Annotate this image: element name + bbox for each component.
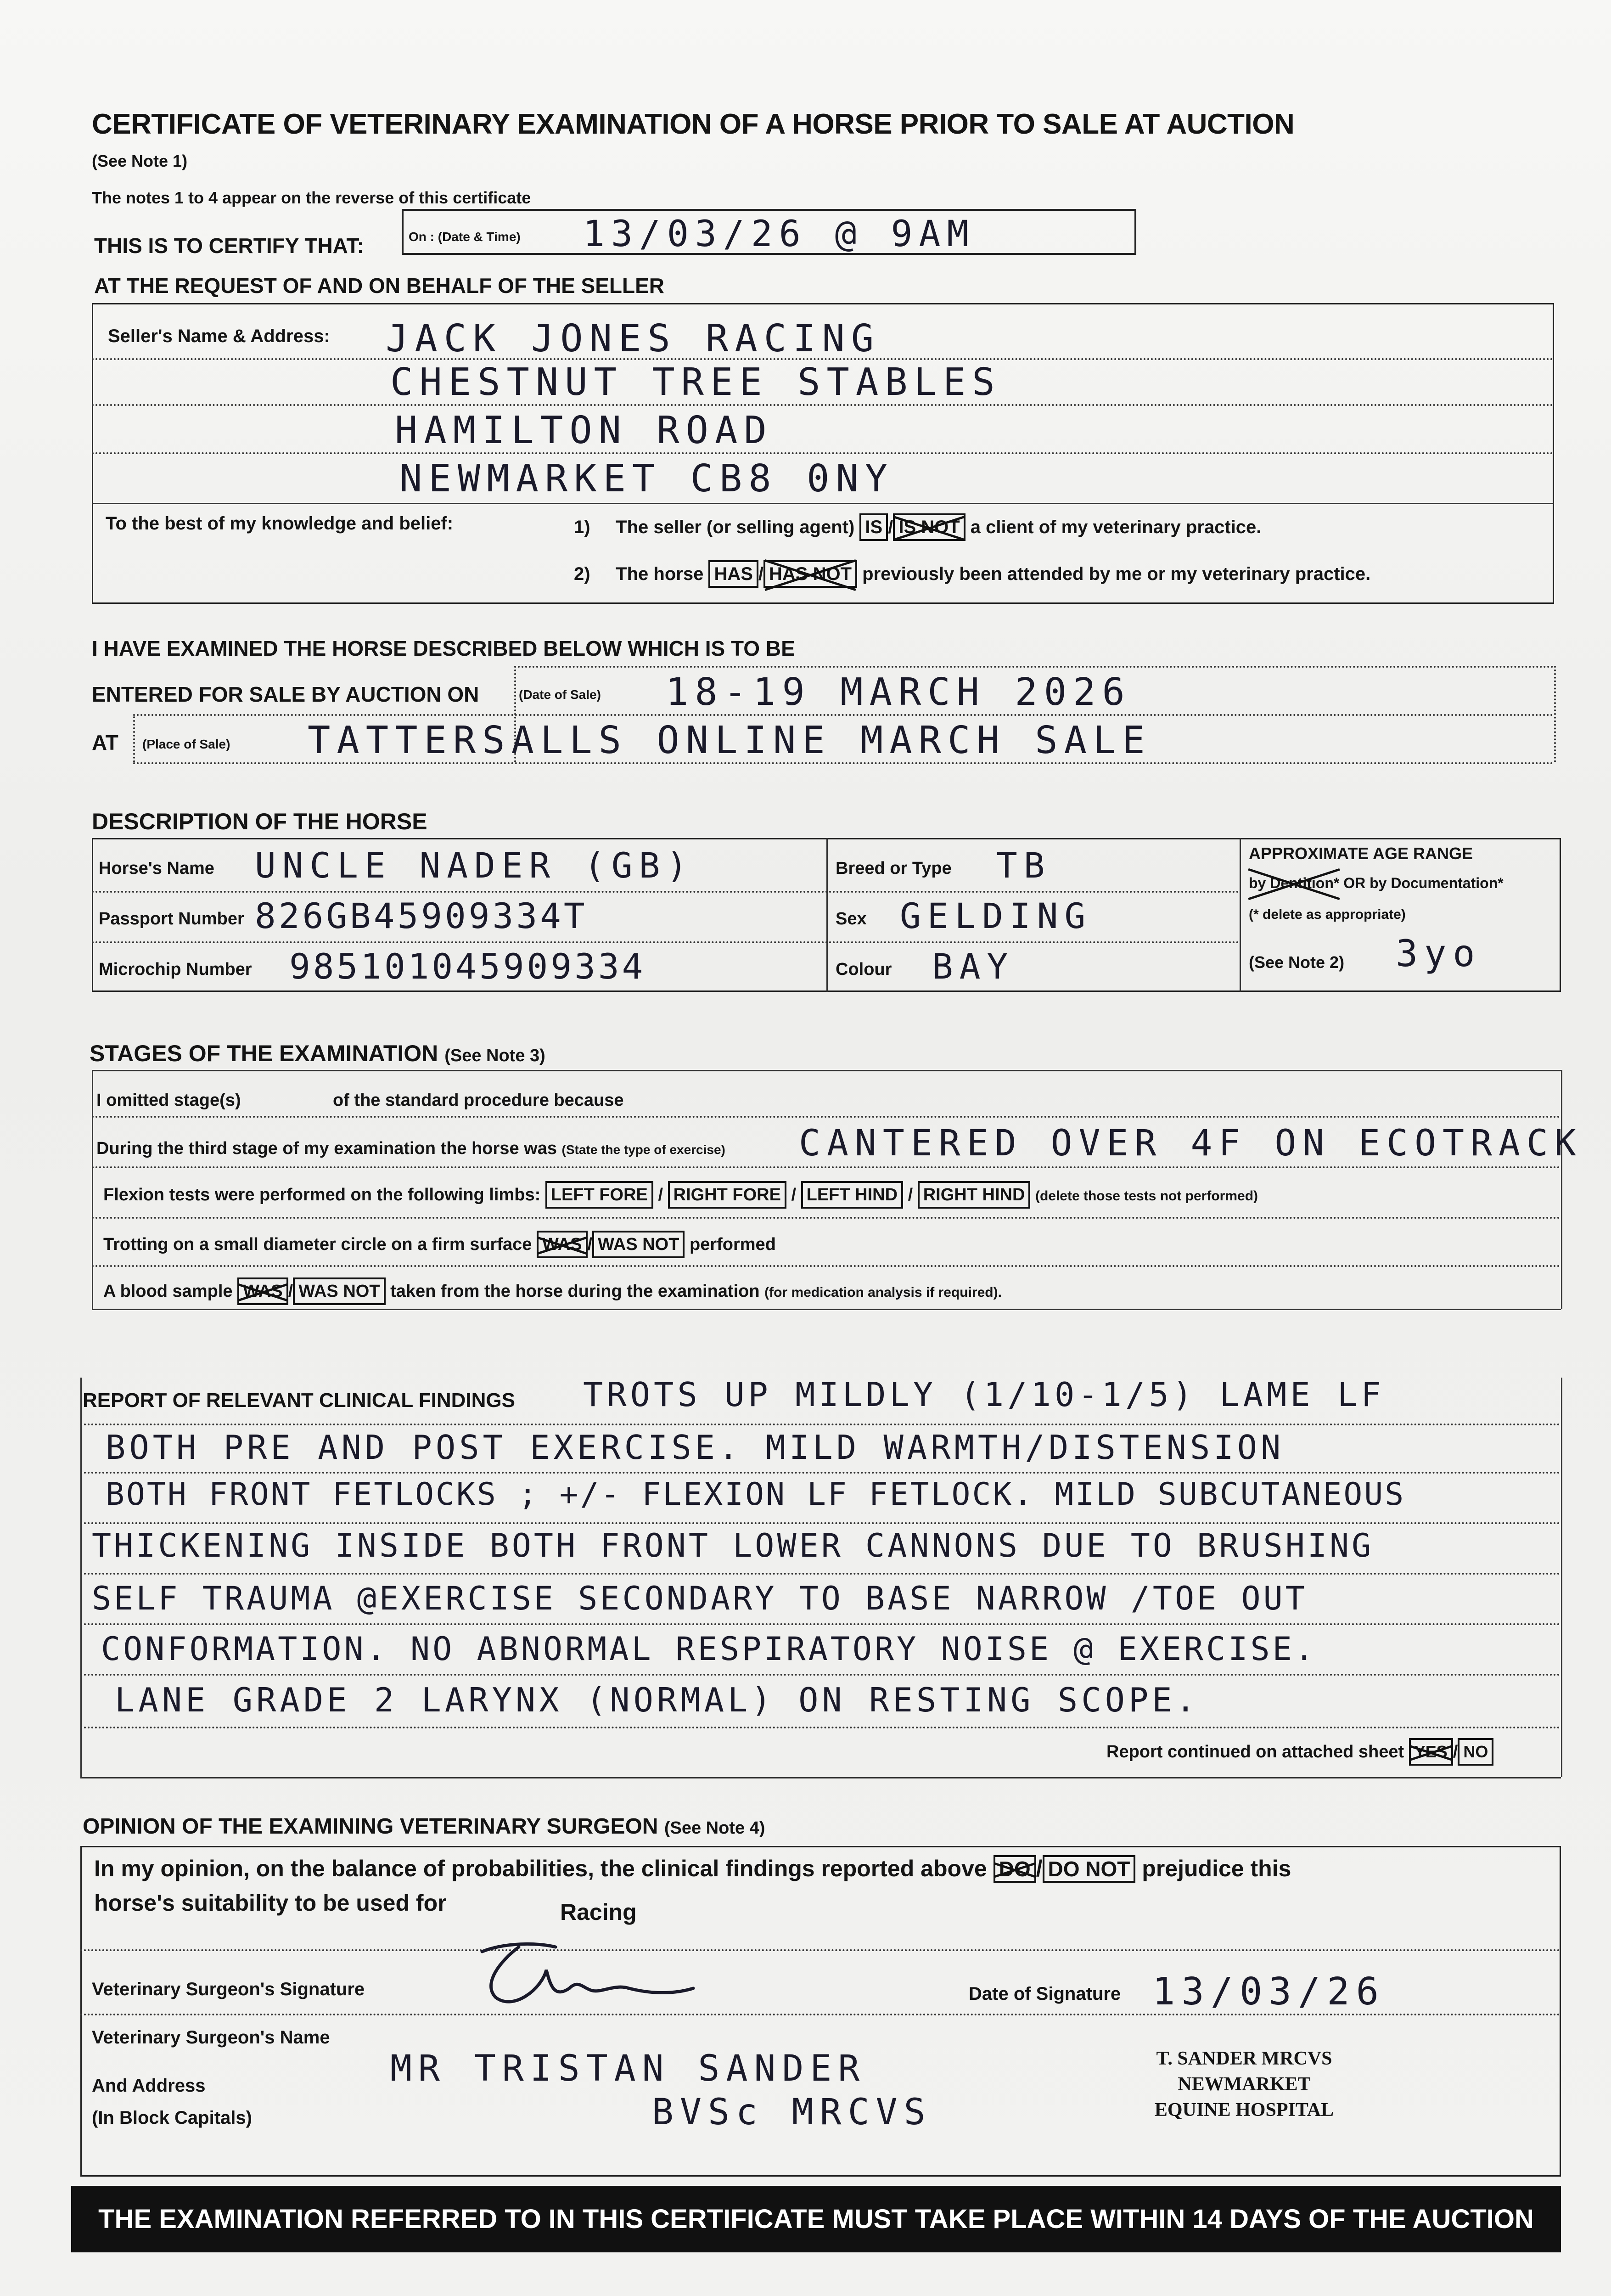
opinion-title: OPINION OF THE EXAMINING VETERINARY SURGEON xyxy=(83,1814,658,1839)
stages-rule xyxy=(92,1309,1561,1310)
report-label: REPORT OF RELEVANT CLINICAL FINDINGS xyxy=(83,1389,515,1412)
age-value: 3yo xyxy=(1396,932,1482,975)
stamp-line-2: NEWMARKET xyxy=(1178,2074,1311,2095)
stages-rule xyxy=(92,1070,1561,1071)
blood-note: (for medication analysis if required). xyxy=(764,1285,1002,1300)
blood-opt-was-not[interactable]: WAS NOT xyxy=(293,1277,385,1305)
age-by-dentition[interactable]: by Dentition* xyxy=(1249,875,1340,891)
sale-rule xyxy=(514,666,1554,668)
stages-border xyxy=(92,1070,93,1309)
omitted-reason: of the standard procedure because xyxy=(333,1091,624,1110)
third-stage-row xyxy=(96,1139,725,1159)
vet-name-label: Veterinary Surgeon's Name xyxy=(92,2027,330,2048)
report-rule xyxy=(80,1623,1561,1625)
blood-label: A blood sample xyxy=(103,1282,233,1301)
report-rule xyxy=(80,1674,1561,1676)
seller-label: Seller's Name & Address: xyxy=(108,326,330,346)
horse-divider xyxy=(1240,838,1241,992)
sale-rule xyxy=(133,714,1554,716)
flexion-label: Flexion tests were performed on the following limbs: xyxy=(103,1185,541,1204)
trot-post: performed xyxy=(689,1235,776,1254)
microchip-value: 985101045909334 xyxy=(289,946,646,987)
item2-post: previously been attended by me or my veterinary practice. xyxy=(862,564,1371,584)
notes-line: The notes 1 to 4 appear on the reverse of this certificate xyxy=(92,188,531,207)
block-caps-label: (In Block Capitals) xyxy=(92,2108,252,2128)
report-line-7: LANE GRADE 2 LARYNX (NORMAL) ON RESTING SCOPE. xyxy=(115,1681,1199,1719)
blood-sep: / xyxy=(288,1282,293,1301)
horse-section-title: DESCRIPTION OF THE HORSE xyxy=(92,809,427,834)
on-date-label: On : (Date & Time) xyxy=(409,230,521,244)
sale-rule xyxy=(133,762,1554,764)
colour-label: Colour xyxy=(836,960,892,979)
date-signature-value: 13/03/26 xyxy=(1152,1970,1385,2014)
report-line-3: BOTH FRONT FETLOCKS ; +/- FLEXION LF FETLOCK. MILD SUBCUTANEOUS xyxy=(106,1476,1406,1513)
date-signature-label: Date of Signature xyxy=(969,1984,1121,2004)
report-continued-label: Report continued on attached sheet xyxy=(1106,1742,1404,1761)
item1-sep: / xyxy=(888,517,893,537)
trot-label: Trotting on a small diameter circle on a firm surface xyxy=(103,1235,532,1254)
third-stage-value: CANTERED OVER 4F ON ECOTRACK xyxy=(799,1123,1583,1164)
horse-name-value: UNCLE NADER (GB) xyxy=(255,845,694,886)
date-of-sale-value: 18-19 MARCH 2026 xyxy=(666,670,1131,714)
seller-rule xyxy=(92,358,1554,360)
opinion-text-post: prejudice this xyxy=(1142,1856,1291,1881)
page-title: CERTIFICATE OF VETERINARY EXAMINATION OF A HORSE PRIOR TO SALE AT AUCTION xyxy=(92,108,1295,140)
stages-note: (See Note 3) xyxy=(444,1046,545,1065)
continued-opt-no[interactable]: NO xyxy=(1458,1738,1493,1766)
on-date-value: 13/03/26 @ 9AM xyxy=(583,214,975,255)
age-by-documentation[interactable]: by Documentation* xyxy=(1370,875,1504,891)
opinion-opt-do-not[interactable]: DO NOT xyxy=(1043,1855,1136,1883)
horse-name-label: Horse's Name xyxy=(99,859,214,878)
breed-label: Breed or Type xyxy=(836,859,952,878)
third-stage-label: During the third stage of my examination the horse was xyxy=(96,1139,557,1158)
sale-divider xyxy=(133,716,135,762)
stages-section-title xyxy=(90,1040,545,1067)
report-rule xyxy=(80,1573,1561,1575)
report-line-1: TROTS UP MILDLY (1/10-1/5) LAME LF xyxy=(583,1375,1385,1414)
stamp-line-3: EQUINE HOSPITAL xyxy=(1154,2099,1334,2121)
item2-sep: / xyxy=(758,564,764,584)
blood-row xyxy=(103,1277,1002,1305)
report-rule xyxy=(80,1727,1561,1728)
item2-pre: The horse xyxy=(616,564,704,584)
stamp-line-1: T. SANDER MRCVS xyxy=(1156,2048,1332,2069)
flexion-left-fore[interactable]: LEFT FORE xyxy=(545,1181,653,1209)
at-label: AT xyxy=(92,731,118,754)
opinion-rule xyxy=(80,2014,1561,2015)
horse-rule xyxy=(92,891,1240,893)
footer-notice: THE EXAMINATION REFERRED TO IN THIS CERTIFICATE MUST TAKE PLACE WITHIN 14 DAYS OF THE AUCTION xyxy=(71,2186,1561,2252)
opinion-use-value: Racing xyxy=(560,1899,637,1925)
horse-rule xyxy=(92,941,1240,943)
item1-opt-is[interactable]: IS xyxy=(859,513,888,541)
opinion-sep: / xyxy=(1036,1856,1043,1881)
report-line-2: BOTH PRE AND POST EXERCISE. MILD WARMTH/DISTENSION xyxy=(106,1428,1285,1467)
opinion-opt-do[interactable]: DO xyxy=(994,1855,1036,1883)
flexion-sep: / xyxy=(658,1185,663,1204)
blood-opt-was[interactable]: WAS xyxy=(237,1277,288,1305)
third-stage-note: (State the type of exercise) xyxy=(561,1142,725,1157)
item1-opt-is-not[interactable]: IS NOT xyxy=(893,513,965,541)
seller-rule xyxy=(92,503,1554,504)
place-of-sale-value: TATTERSALLS ONLINE MARCH SALE xyxy=(308,719,1151,762)
item1-num: 1) xyxy=(574,517,590,537)
vet-name-value: MR TRISTAN SANDER xyxy=(390,2048,866,2089)
vet-qualifications-value: BVSc MRCVS xyxy=(652,2092,932,2133)
report-rule xyxy=(80,1777,1561,1778)
age-method xyxy=(1249,875,1504,892)
signature-image xyxy=(464,1933,702,2016)
practice-stamp xyxy=(1125,2046,1364,2123)
continued-sep: / xyxy=(1453,1742,1458,1761)
seller-line-2: CHESTNUT TREE STABLES xyxy=(390,360,1001,404)
flexion-right-hind[interactable]: RIGHT HIND xyxy=(918,1181,1031,1209)
passport-label: Passport Number xyxy=(99,909,244,929)
report-border xyxy=(80,1378,82,1777)
report-rule xyxy=(80,1522,1561,1524)
item2-opt-has[interactable]: HAS xyxy=(708,560,758,588)
flexion-note: (delete those tests not performed) xyxy=(1035,1188,1258,1204)
seller-rule xyxy=(92,452,1554,454)
sex-value: GELDING xyxy=(900,895,1092,936)
flexion-left-hind[interactable]: LEFT HIND xyxy=(801,1181,903,1209)
stages-rule xyxy=(92,1217,1561,1219)
opinion-rule xyxy=(80,1949,1561,1951)
stages-title: STAGES OF THE EXAMINATION xyxy=(90,1041,438,1066)
report-rule xyxy=(80,1424,1561,1425)
seller-line-3: HAMILTON ROAD xyxy=(395,409,773,452)
item2-opt-has-not[interactable]: HAS NOT xyxy=(763,560,857,588)
item1-post: a client of my veterinary practice. xyxy=(970,517,1262,537)
report-line-4: THICKENING INSIDE BOTH FRONT LOWER CANNONS DUE TO BRUSHING xyxy=(92,1527,1374,1564)
date-of-sale-label: (Date of Sale) xyxy=(519,687,601,702)
place-of-sale-label: (Place of Sale) xyxy=(142,737,230,751)
seller-line-4: NEWMARKET CB8 0NY xyxy=(399,457,894,501)
stages-rule xyxy=(92,1166,1561,1168)
opinion-section-title xyxy=(83,1814,765,1839)
trot-row xyxy=(103,1231,776,1258)
opinion-line2: horse's suitability to be used for xyxy=(94,1890,447,1916)
examined-label: I HAVE EXAMINED THE HORSE DESCRIBED BELOW WHICH IS TO BE xyxy=(92,636,795,660)
entered-label: ENTERED FOR SALE BY AUCTION ON xyxy=(92,682,479,706)
report-rule xyxy=(80,1472,1561,1474)
seller-rule xyxy=(92,404,1554,406)
trot-sep: / xyxy=(587,1235,593,1254)
report-line-6: CONFORMATION. NO ABNORMAL RESPIRATORY NOISE @ EXERCISE. xyxy=(101,1630,1317,1668)
stages-rule xyxy=(92,1116,1561,1118)
item2-num: 2) xyxy=(574,564,590,584)
stages-border xyxy=(1561,1070,1562,1309)
age-delete-note: (* delete as appropriate) xyxy=(1249,907,1406,922)
sale-divider xyxy=(1554,666,1556,762)
report-border xyxy=(1561,1378,1562,1777)
seller-item2 xyxy=(574,560,1370,588)
age-or: OR xyxy=(1343,875,1366,891)
opinion-statement xyxy=(94,1855,1291,1883)
age-title: APPROXIMATE AGE RANGE xyxy=(1249,844,1473,863)
report-line-5: SELF TRAUMA @EXERCISE SECONDARY TO BASE NARROW /TOE OUT xyxy=(92,1580,1308,1617)
request-label: AT THE REQUEST OF AND ON BEHALF OF THE SELLER xyxy=(94,274,664,298)
sex-label: Sex xyxy=(836,909,867,929)
certify-label: THIS IS TO CERTIFY THAT: xyxy=(94,234,364,258)
trot-opt-was[interactable]: WAS xyxy=(537,1231,588,1258)
colour-value: BAY xyxy=(932,946,1015,987)
flexion-right-fore[interactable]: RIGHT FORE xyxy=(668,1181,786,1209)
item1-pre: The seller (or selling agent) xyxy=(616,517,855,537)
microchip-label: Microchip Number xyxy=(99,960,252,979)
knowledge-label: To the best of my knowledge and belief: xyxy=(106,513,454,534)
signature-label: Veterinary Surgeon's Signature xyxy=(92,1979,365,1999)
vet-address-label: And Address xyxy=(92,2076,206,2096)
flexion-row xyxy=(103,1181,1258,1209)
continued-opt-yes[interactable]: YES xyxy=(1409,1738,1453,1766)
omitted-label: I omitted stage(s) xyxy=(96,1091,241,1110)
blood-post: taken from the horse during the examination xyxy=(390,1282,760,1301)
seller-item1 xyxy=(574,513,1261,541)
report-continued-row xyxy=(1106,1738,1493,1766)
flexion-sep: / xyxy=(908,1185,913,1204)
opinion-note: (See Note 4) xyxy=(664,1818,765,1838)
horse-divider xyxy=(826,838,828,992)
flexion-sep: / xyxy=(791,1185,797,1204)
see-note-1: (See Note 1) xyxy=(92,152,188,170)
breed-value: TB xyxy=(996,845,1051,886)
opinion-text-pre: In my opinion, on the balance of probabilities, the clinical findings reported above xyxy=(94,1856,987,1881)
stages-rule xyxy=(92,1265,1561,1267)
passport-value: 826GB45909334T xyxy=(255,895,588,936)
age-note: (See Note 2) xyxy=(1249,953,1345,972)
trot-opt-was-not[interactable]: WAS NOT xyxy=(592,1231,685,1258)
seller-line-1: JACK JONES RACING xyxy=(386,317,881,360)
